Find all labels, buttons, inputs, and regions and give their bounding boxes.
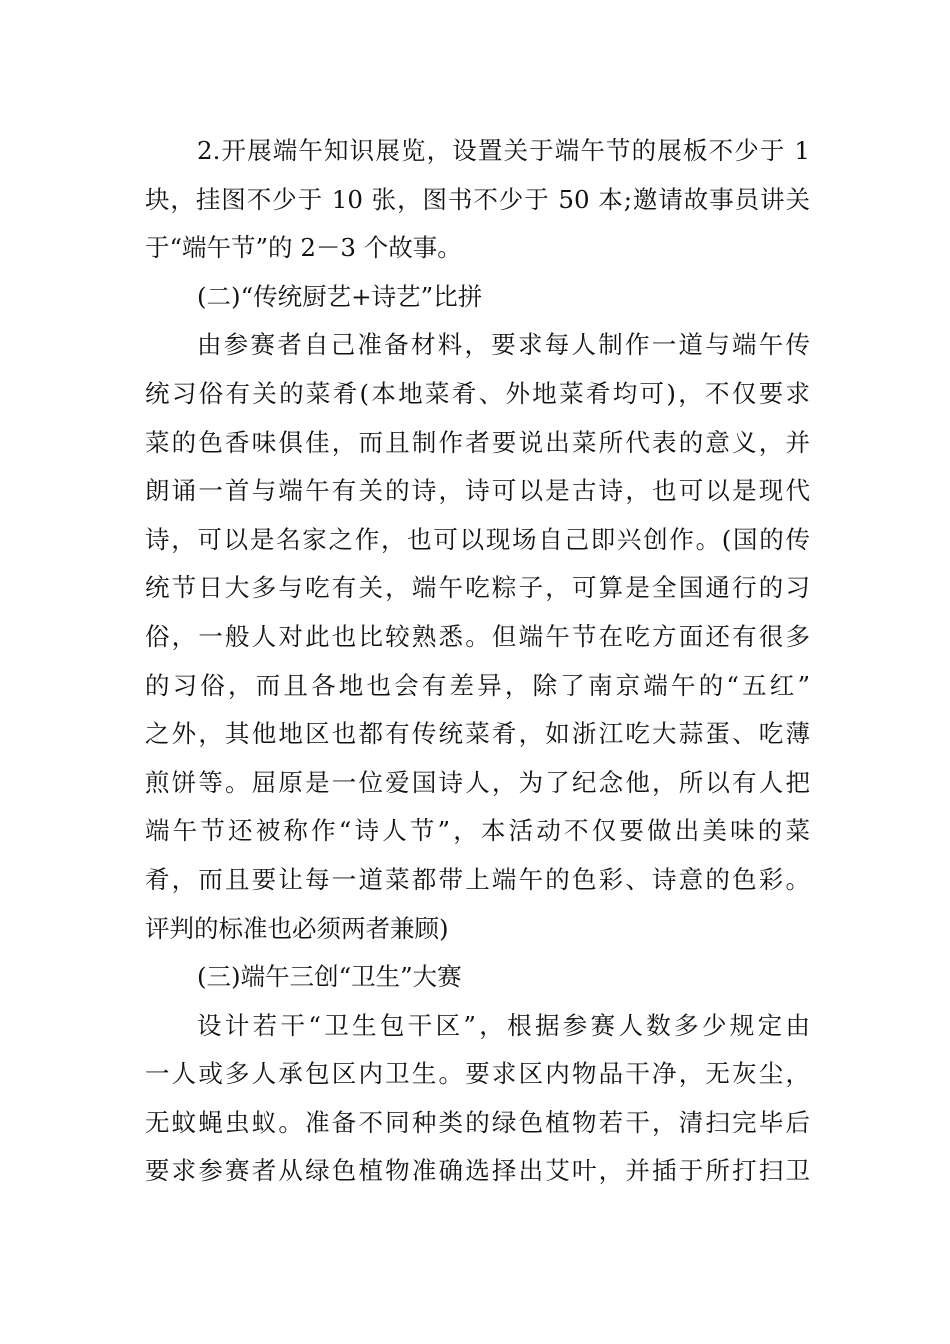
text-line: 统习俗有关的菜肴(本地菜肴、外地菜肴均可)，不仅要求 (145, 378, 810, 408)
paragraph-cooking-poetry (145, 321, 810, 953)
heading-line: (三)端午三创“卫生”大赛 (197, 962, 462, 992)
section-heading-hygiene-contest (145, 953, 810, 1002)
text-line: 要求参赛者从绿色植物准确选择出艾叶，并插于所打扫卫 (145, 1156, 810, 1186)
paragraph-hygiene-contest (145, 1002, 810, 1196)
text-line: 块，挂图不少于 10 张，图书不少于 50 本;邀请故事员讲关 (145, 184, 810, 214)
heading-line: (二)“传统厨艺+诗艺”比拼 (197, 281, 483, 311)
text-line: 于“端午节”的 2－3 个故事。 (145, 233, 462, 263)
text-line: 煎饼等。屈原是一位爱国诗人，为了纪念他，所以有人把 (145, 767, 810, 797)
text-line: 菜的色香味俱佳，而且制作者要说出菜所代表的意义，并 (145, 427, 810, 457)
text-line: 评判的标准也必须两者兼顾) (145, 913, 449, 943)
text-line: 2.开展端午知识展览，设置关于端午节的展板不少于 1 (197, 136, 810, 165)
text-line: 的习俗，而且各地也会有差异，除了南京端午的“五红” (145, 670, 810, 700)
text-line: 无蚊蝇虫蚁。准备不同种类的绿色植物若干，清扫完毕后 (145, 1107, 810, 1137)
text-line: 一人或多人承包区内卫生。要求区内物品干净，无灰尘， (145, 1059, 810, 1089)
text-line: 设计若干“卫生包干区”，根据参赛人数多少规定由 (197, 1010, 810, 1040)
text-line: 端午节还被称作“诗人节”，本活动不仅要做出美味的菜 (145, 816, 810, 846)
text-line: 朗诵一首与端午有关的诗，诗可以是古诗，也可以是现代 (145, 476, 810, 506)
text-line: 俗，一般人对此也比较熟悉。但端午节在吃方面还有很多 (145, 621, 810, 651)
text-line: 由参赛者自己准备材料，要求每人制作一道与端午传 (197, 330, 810, 360)
paragraph-exhibition (145, 127, 810, 273)
document-body (145, 127, 810, 1196)
section-heading-cooking-poetry (145, 273, 810, 322)
text-line: 统节日大多与吃有关，端午吃粽子，可算是全国通行的习 (145, 573, 810, 603)
text-line: 肴，而且要让每一道菜都带上端午的色彩、诗意的色彩。 (145, 864, 810, 894)
text-line: 诗，可以是名家之作，也可以现场自己即兴创作。(国的传 (145, 524, 810, 554)
text-line: 之外，其他地区也都有传统菜肴，如浙江吃大蒜蛋、吃薄 (145, 719, 810, 749)
